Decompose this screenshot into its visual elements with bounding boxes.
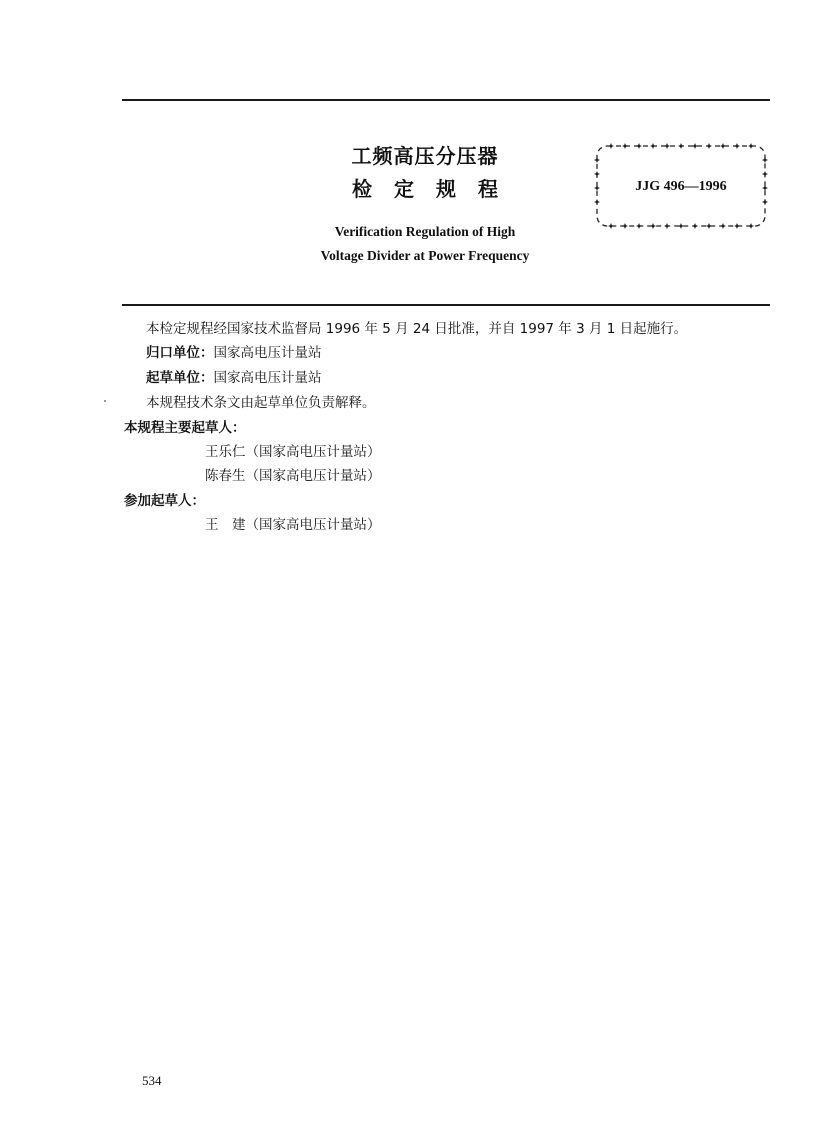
- ornament-star-icon: [650, 223, 656, 229]
- title-english-line1: Verification Regulation of High: [334, 224, 516, 239]
- ornament-star-icon: [762, 171, 768, 177]
- approval-statement: 本检定规程经国家技术监督局 1996 年 5 月 24 日批准，并自 1997 年 3 月 1 日起施行。: [146, 321, 688, 337]
- ornament-star-icon: [664, 143, 670, 149]
- ornament-star-icon: [608, 223, 614, 229]
- ornament-star-icon: [734, 143, 740, 149]
- responsible-unit-value: 国家高电压计量站: [213, 345, 322, 361]
- page-number: 534: [142, 1073, 162, 1088]
- ornament-star-icon: [762, 157, 768, 163]
- drafting-unit-line: [146, 369, 322, 387]
- main-drafters-heading: 本规程主要起草人：: [124, 420, 246, 436]
- main-drafter-2: 陈春生（国家高电压计量站）: [205, 468, 381, 484]
- ornament-star-icon: [734, 223, 740, 229]
- responsible-unit-label: 归口单位：: [146, 345, 214, 361]
- regulation-code: JJG 496—1996: [635, 179, 727, 194]
- ornament-star-icon: [762, 199, 768, 205]
- ornament-star-icon: [678, 143, 684, 149]
- ornament-star-icon: [594, 171, 600, 177]
- drafting-unit-label: 起草单位：: [146, 370, 214, 386]
- scan-speck: [104, 400, 106, 402]
- regulation-code-box: [593, 142, 769, 230]
- ornament-star-icon: [622, 143, 628, 149]
- ornament-star-icon: [636, 143, 642, 149]
- ornament-star-icon: [608, 143, 614, 149]
- responsible-unit-line: [146, 344, 322, 362]
- title-chinese-line2: 检定规程: [352, 177, 520, 201]
- ornament-star-icon: [594, 199, 600, 205]
- ornament-star-icon: [748, 223, 754, 229]
- drafting-unit-value: 国家高电压计量站: [213, 370, 322, 386]
- ornament-star-icon: [650, 143, 656, 149]
- ornament-star-icon: [720, 143, 726, 149]
- ornament-star-icon: [748, 143, 754, 149]
- interpretation-statement: 本规程技术条文由起草单位负责解释。: [146, 395, 376, 411]
- ornament-star-icon: [678, 223, 684, 229]
- ornament-star-icon: [706, 223, 712, 229]
- ornament-star-icon: [664, 223, 670, 229]
- participant-1: 王 建（国家高电压计量站）: [205, 517, 381, 533]
- ornament-star-icon: [720, 223, 726, 229]
- title-chinese-line1: 工频高压分压器: [351, 144, 499, 168]
- title-english-line2: Voltage Divider at Power Frequency: [320, 248, 530, 263]
- ornament-star-icon: [692, 143, 698, 149]
- main-drafter-1: 王乐仁（国家高电压计量站）: [205, 444, 381, 460]
- ornament-star-icon: [594, 157, 600, 163]
- ornament-star-icon: [706, 143, 712, 149]
- middle-rule: [122, 304, 770, 306]
- ornament-star-icon: [636, 223, 642, 229]
- participants-heading: 参加起草人：: [124, 493, 205, 509]
- ornament-star-icon: [622, 223, 628, 229]
- top-rule: [122, 99, 770, 101]
- ornament-star-icon: [692, 223, 698, 229]
